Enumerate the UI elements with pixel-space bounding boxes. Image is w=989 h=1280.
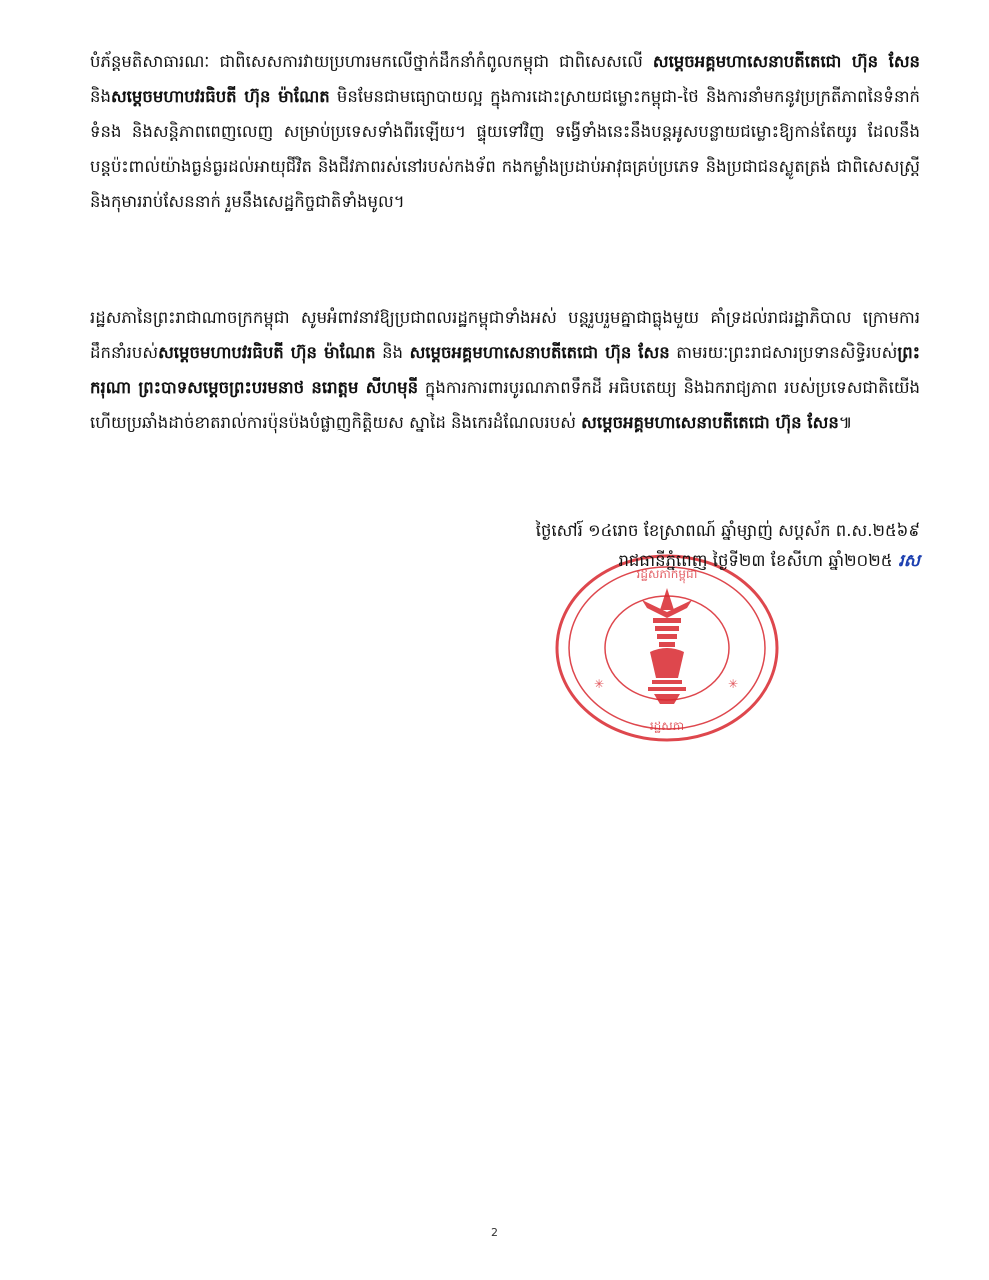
bold-name-text: ព្រះករុណា ព្រះបាទសម្តេចព្រះបរមនាថ នរោត្តម សីហមុនី <box>90 343 921 397</box>
page-number: 2 <box>491 1226 498 1239</box>
solar-date-line <box>430 546 920 576</box>
bold-name-text: សម្តេចអគ្គមហាសេនាបតីតេជោ ហ៊ុន សែន <box>652 52 921 71</box>
body-text: ៕ <box>838 413 853 432</box>
seal-bottom-text: រដ្ឋសភា <box>649 719 685 733</box>
body-paragraph-1 <box>90 44 920 219</box>
svg-text:✳: ✳ <box>728 677 739 691</box>
handwritten-initials: រស <box>898 551 920 571</box>
body-text: និង <box>90 87 111 106</box>
bold-name-text: សម្តេចអគ្គមហាសេនាបតីតេជោ ហ៊ុន សែន <box>581 413 839 432</box>
body-text: មិនមែនជាមធ្យោបាយល្អ ក្នុងការដោះស្រាយជម្លោះកម្ពុជា-ថៃ និងការនាំមកនូវប្រក្រតីភាពនៃទំនាក់ទំនង និងសន្តិភាពពេញលេញ សម្រាប់ប្រទេសទាំងពីរឡើយ។ ផ្ទុយទៅវិញ ទង្វើទាំងនេះនឹងបន្តអូសបន្លាយជម្លោះឱ្យកាន់តែយូរ ដែលនឹងបន្តប៉ះពាល់យ៉ាងធ្ងន់ធ្ងរដល់អាយុជីវិត និងជីវភាពរស់នៅរបស់កងទ័ព កងកម្លាំងប្រដាប់អាវុធគ្រប់ប្រភេទ និងប្រជាជនស្លូតត្រង់ ជាពិសេសស្ត្រី និងកុមាររាប់សែននាក់ រួមនឹងសេដ្ឋកិច្ចជាតិទាំងមូល។ <box>90 87 921 211</box>
seal-outer-text: រដ្ឋសភាកម្ពុជា <box>636 567 698 581</box>
lunar-date: ថ្ងៃសៅរ៍ ១៤រោច ខែស្រាពណ៍ ឆ្នាំម្សាញ់ សប្តស័ក ព.ស.២៥៦៩ <box>535 521 920 540</box>
body-text: និង <box>375 343 410 362</box>
body-text: រដ្ឋសភានៃព្រះរាជាណាចក្រកម្ពុជា សូមអំពាវនាវឱ្យប្រជាពលរដ្ឋកម្ពុជាទាំងអស់ បន្តរួបរួមគ្នាជាធ្លុងមួយ គាំទ្រដល់រាជរដ្ឋាភិបាល ក្រោមការដឹកនាំរបស់ <box>90 308 920 362</box>
royal-emblem-icon <box>642 588 692 704</box>
signature-block <box>430 516 920 576</box>
svg-text:✳: ✳ <box>594 677 605 691</box>
body-text: តាមរយៈព្រះរាជសារប្រទានសិទ្ធិរបស់ <box>669 343 898 362</box>
official-seal-icon <box>542 548 792 748</box>
bold-name-text: សម្តេចអគ្គមហាសេនាបតីតេជោ ហ៊ុន សែន <box>409 343 670 362</box>
body-text: បំភ័ន្តមតិសាធារណៈ ជាពិសេសការវាយប្រហារមកលើថ្នាក់ដឹកនាំកំពូលកម្ពុជា ជាពិសេសលើ <box>90 52 653 71</box>
body-paragraph-2 <box>90 300 920 440</box>
body-text: ក្នុងការការពារបូរណភាពទឹកដី អធិបតេយ្យ និងឯករាជ្យភាព របស់ប្រទេសជាតិយើង ហើយប្រឆាំងដាច់ខាតរាល់ការប៉ុនប៉ងបំផ្លាញកិត្តិយស ស្នាដៃ និងកេរដំណែលរបស់ <box>90 378 921 432</box>
bold-name-text: សម្តេចមហាបវរធិបតី ហ៊ុន ម៉ាណែត <box>158 343 376 362</box>
bold-name-text: សម្តេចមហាបវរធិបតី ហ៊ុន ម៉ាណែត <box>110 87 330 106</box>
solar-date: រាជធានីភ្នំពេញ ថ្ងៃទី២៣ ខែសីហា ឆ្នាំ២០២៥ <box>618 551 893 570</box>
